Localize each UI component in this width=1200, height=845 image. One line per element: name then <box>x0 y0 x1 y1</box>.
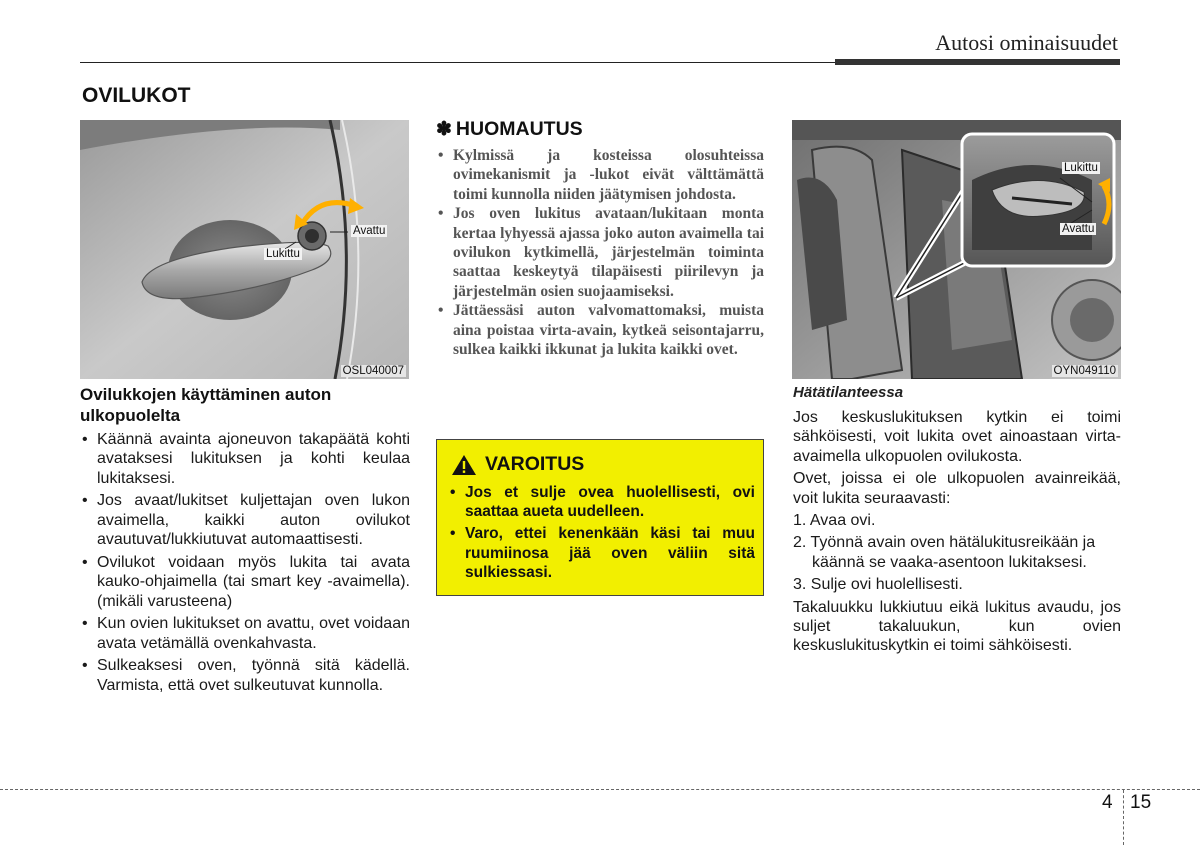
running-header: Autosi ominaisuudet <box>935 30 1118 55</box>
figure-caption: Hätätilanteessa <box>793 384 904 401</box>
bullet-list <box>80 430 410 698</box>
section-title: OVILUKOT <box>82 84 191 107</box>
door-lock-figure <box>792 120 1121 379</box>
warning-title <box>451 453 584 476</box>
paragraph: Jos keskuslukituksen kytkin ei toimi sähköisesti, voit lukita ovet ainoastaan virta-avaimella ulkopuolen ovilukosta. <box>793 409 1121 465</box>
step-item: 3. Sulje ovi huolellisesti. <box>793 576 963 594</box>
list-item: • Kylmissä ja kosteissa olosuhteissa ovimekanismit ja -lukot eivät välttämättä toimi kunnolla niiden jäätymisen johdosta. <box>436 146 764 204</box>
footer-rule <box>0 789 1200 790</box>
figure-code: OYN049110 <box>1053 365 1116 377</box>
asterisk-icon: ✽ <box>436 119 452 140</box>
paragraph: Takaluukku lukkiutuu eikä lukitus avaudu, jos suljet takaluukun, kun ovien keskuslukituskytkin ei toimi sähköisesti. <box>793 598 1121 655</box>
callout-locked: Lukittu <box>1064 162 1098 174</box>
figure-code: OSL040007 <box>342 365 404 377</box>
step-item: 2. Työnnä avain oven hätälukitusreikään ja käännä se vaaka-asentoon lukitaksesi. <box>793 534 1096 571</box>
list-item: • Jos oven lukitus avataan/lukitaan monta kertaa lyhyessä ajassa joko auton avaimella tai ovilukon kytkimellä, järjestelmän toiminta saattaa keskeytyä tilapäisesti piirilevyn ja järjestelmän osien suojaamiseksi. <box>436 204 764 301</box>
list-item: • Kun ovien lukitukset on avattu, ovet voidaan avata vetämällä ovenkahvasta. <box>80 614 410 653</box>
chapter-number: 4 <box>1102 792 1113 813</box>
callout-open: Avattu <box>353 225 386 237</box>
list-item: • Jos et sulje ovea huolellisesti, ovi saattaa aueta uudelleen. <box>447 483 755 521</box>
list-item: • Varo, ettei kenenkään käsi tai muu ruumiinosa jää oven väliin sitä sulkiessasi. <box>447 524 755 582</box>
warning-title-text: VAROITUS <box>485 453 585 475</box>
header-bar <box>835 59 1120 65</box>
notice-title-text: HUOMAUTUS <box>455 118 583 140</box>
list-item: • Käännä avainta ajoneuvon takapäätä kohti avataksesi lukituksen ja kohti keulaa lukitaksesi. <box>80 430 410 488</box>
list-item: • Jättäessäsi auton valvomattomaksi, muista aina poistaa virta-avain, kytkeä seisontajarru, sulkea kaikki ikkunat ja lukita kaikki ovet. <box>436 301 764 359</box>
warning-box <box>436 439 764 596</box>
notice-list <box>436 146 764 359</box>
callout-locked: Lukittu <box>266 248 300 260</box>
door-handle-figure <box>80 120 409 379</box>
warning-triangle-icon <box>451 454 477 476</box>
step-item: 1. Avaa ovi. <box>793 512 876 530</box>
list-item: • Ovilukot voidaan myös lukita tai avata kauko-ohjaimella (tai smart key -avaimella). (mikäli varusteena) <box>80 553 410 611</box>
right-column-text <box>793 408 1121 659</box>
door-lock-illustration <box>792 120 1121 379</box>
warning-list <box>447 483 755 585</box>
callout-open: Avattu <box>1062 223 1095 235</box>
paragraph: Ovet, joissa ei ole ulkopuolen avainreikää, voit lukita seuraavasti: <box>793 470 1121 507</box>
door-handle-illustration <box>80 120 409 379</box>
subheading: Ovilukkojen käyttäminen auton ulkopuolelta <box>80 385 332 425</box>
page-number: 15 <box>1130 792 1152 813</box>
notice-title <box>436 118 583 141</box>
footer-divider <box>1123 790 1124 845</box>
list-item: • Jos avaat/lukitset kuljettajan oven lukon avaimella, kaikki auton ovilukot avautuvat/lukkiutuvat automaattisesti. <box>80 491 410 549</box>
list-item: • Sulkeaksesi oven, työnnä sitä kädellä. Varmista, että ovet sulkeutuvat kunnolla. <box>80 656 410 695</box>
header-rule <box>80 62 835 63</box>
